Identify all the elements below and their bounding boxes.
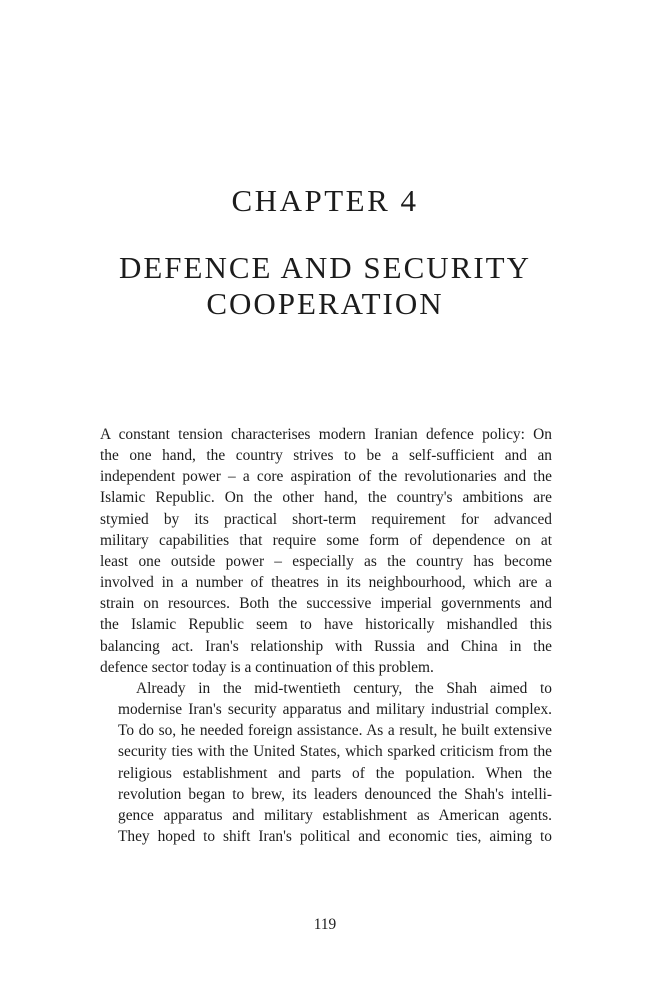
text-line: religious establishment and parts of the population. When the: [118, 764, 552, 782]
text-line: A constant tension characterises modern Iranian defence policy: On: [100, 426, 552, 443]
paragraph-2: [100, 678, 552, 847]
text-line: least one outside power – especially as the country has become: [100, 552, 552, 570]
paragraph-1: [100, 424, 552, 678]
text-line: stymied by its practical short-term requirement for advanced: [100, 510, 552, 528]
chapter-label: CHAPTER 4: [231, 183, 419, 218]
text-line: gence apparatus and military establishment as American agents.: [118, 806, 552, 824]
text-line: security ties with the United States, which sparked criticism from the: [118, 743, 552, 761]
text-line: To do so, he needed foreign assistance. As a result, he built extensive: [118, 722, 552, 740]
text-line: revolution began to brew, its leaders denounced the Shah's intelli-: [118, 785, 552, 803]
text-line: military capabilities that require some form of dependence on at: [100, 531, 552, 549]
text-line: involved in a number of theatres in its neighbourhood, which are a: [100, 574, 552, 592]
text-line: They hoped to shift Iran's political and economic ties, aiming to: [118, 827, 552, 845]
page-number: 119: [313, 916, 337, 933]
body-text: [100, 424, 552, 847]
text-line: independent power – a core aspiration of the revolutionaries and the: [100, 468, 552, 486]
text-line: Already in the mid-twentieth century, the Shah aimed to: [136, 679, 552, 697]
text-line: the one hand, the country strives to be a self-sufficient and an: [100, 447, 552, 465]
chapter-title: [0, 250, 650, 322]
text-line: modernise Iran's security apparatus and military industrial complex.: [118, 701, 552, 719]
text-line: the Islamic Republic seem to have historically mishandled this: [100, 616, 552, 634]
text-line: balancing act. Iran's relationship with Russia and China in the: [100, 637, 552, 655]
text-line: strain on resources. Both the successive imperial governments and: [100, 595, 552, 613]
text-line: defence sector today is a continuation of this problem.: [100, 658, 434, 676]
chapter-title-line-2: COOPERATION: [206, 286, 444, 321]
chapter-title-line-1: DEFENCE AND SECURITY: [118, 250, 531, 285]
text-line: Islamic Republic. On the other hand, the country's ambitions are: [100, 489, 552, 507]
